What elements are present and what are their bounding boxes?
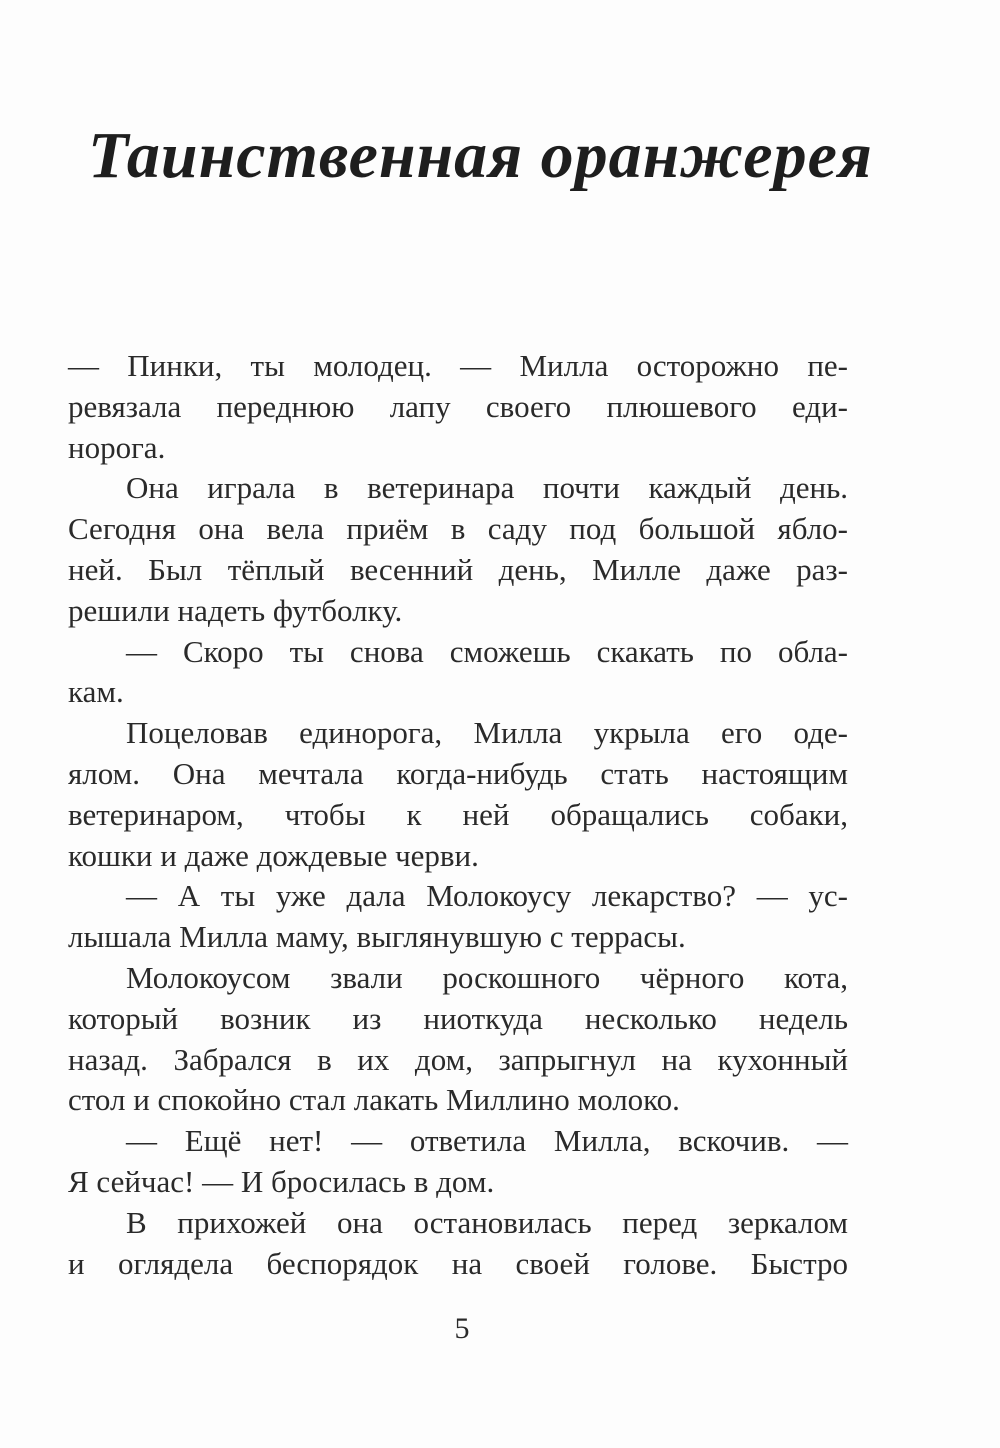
text-line: который возник из ниоткуда несколько недель (68, 1000, 848, 1036)
text-line: Я сейчас! — И бросилась в дом. (68, 1163, 495, 1199)
text-line: кошки и даже дождевые черви. (68, 837, 479, 873)
text-line: Сегодня она вела приём в саду под большой ябло- (68, 511, 848, 547)
text-line: — Пинки, ты молодец. — Милла осторожно пе- (68, 348, 848, 383)
page-number: 5 (454, 1312, 470, 1345)
text-line: и оглядела беспорядок на своей голове. Быстро (68, 1245, 848, 1281)
text-line: кам. (68, 674, 124, 710)
text-line: ялом. Она мечтала когда-нибудь стать настоящим (68, 755, 848, 791)
text-line: Поцеловав единорога, Милла укрыла его оде- (126, 715, 848, 751)
chapter-title: Таинственная оранжерея (88, 119, 873, 192)
text-line: ветеринаром, чтобы к ней обращались собаки, (68, 796, 848, 832)
text-line: ревязала переднюю лапу своего плюшевого еди- (68, 388, 848, 424)
text-line: решили надеть футболку. (68, 592, 403, 628)
text-line: назад. Забрался в их дом, запрыгнул на кухонный (68, 1041, 848, 1077)
text-line: лышала Милла маму, выглянувшую с террасы. (68, 919, 686, 955)
text-line: — Скоро ты снова сможешь скакать по обла- (126, 633, 848, 669)
text-line: — Ещё нет! — ответила Милла, вскочив. — (126, 1123, 848, 1159)
text-line: ней. Был тёплый весенний день, Милле даже раз- (68, 551, 848, 587)
text-line: стол и спокойно стал лакать Миллино молоко. (68, 1082, 680, 1118)
text-line: Она играла в ветеринара почти каждый день. (126, 470, 848, 506)
body-text (68, 346, 848, 1284)
text-line: Молокоусом звали роскошного чёрного кота, (126, 959, 848, 995)
text-line: — А ты уже дала Молокоусу лекарство? — ус- (126, 878, 848, 914)
text-line: В прихожей она остановилась перед зеркалом (126, 1204, 848, 1240)
text-line: норога. (68, 429, 166, 465)
